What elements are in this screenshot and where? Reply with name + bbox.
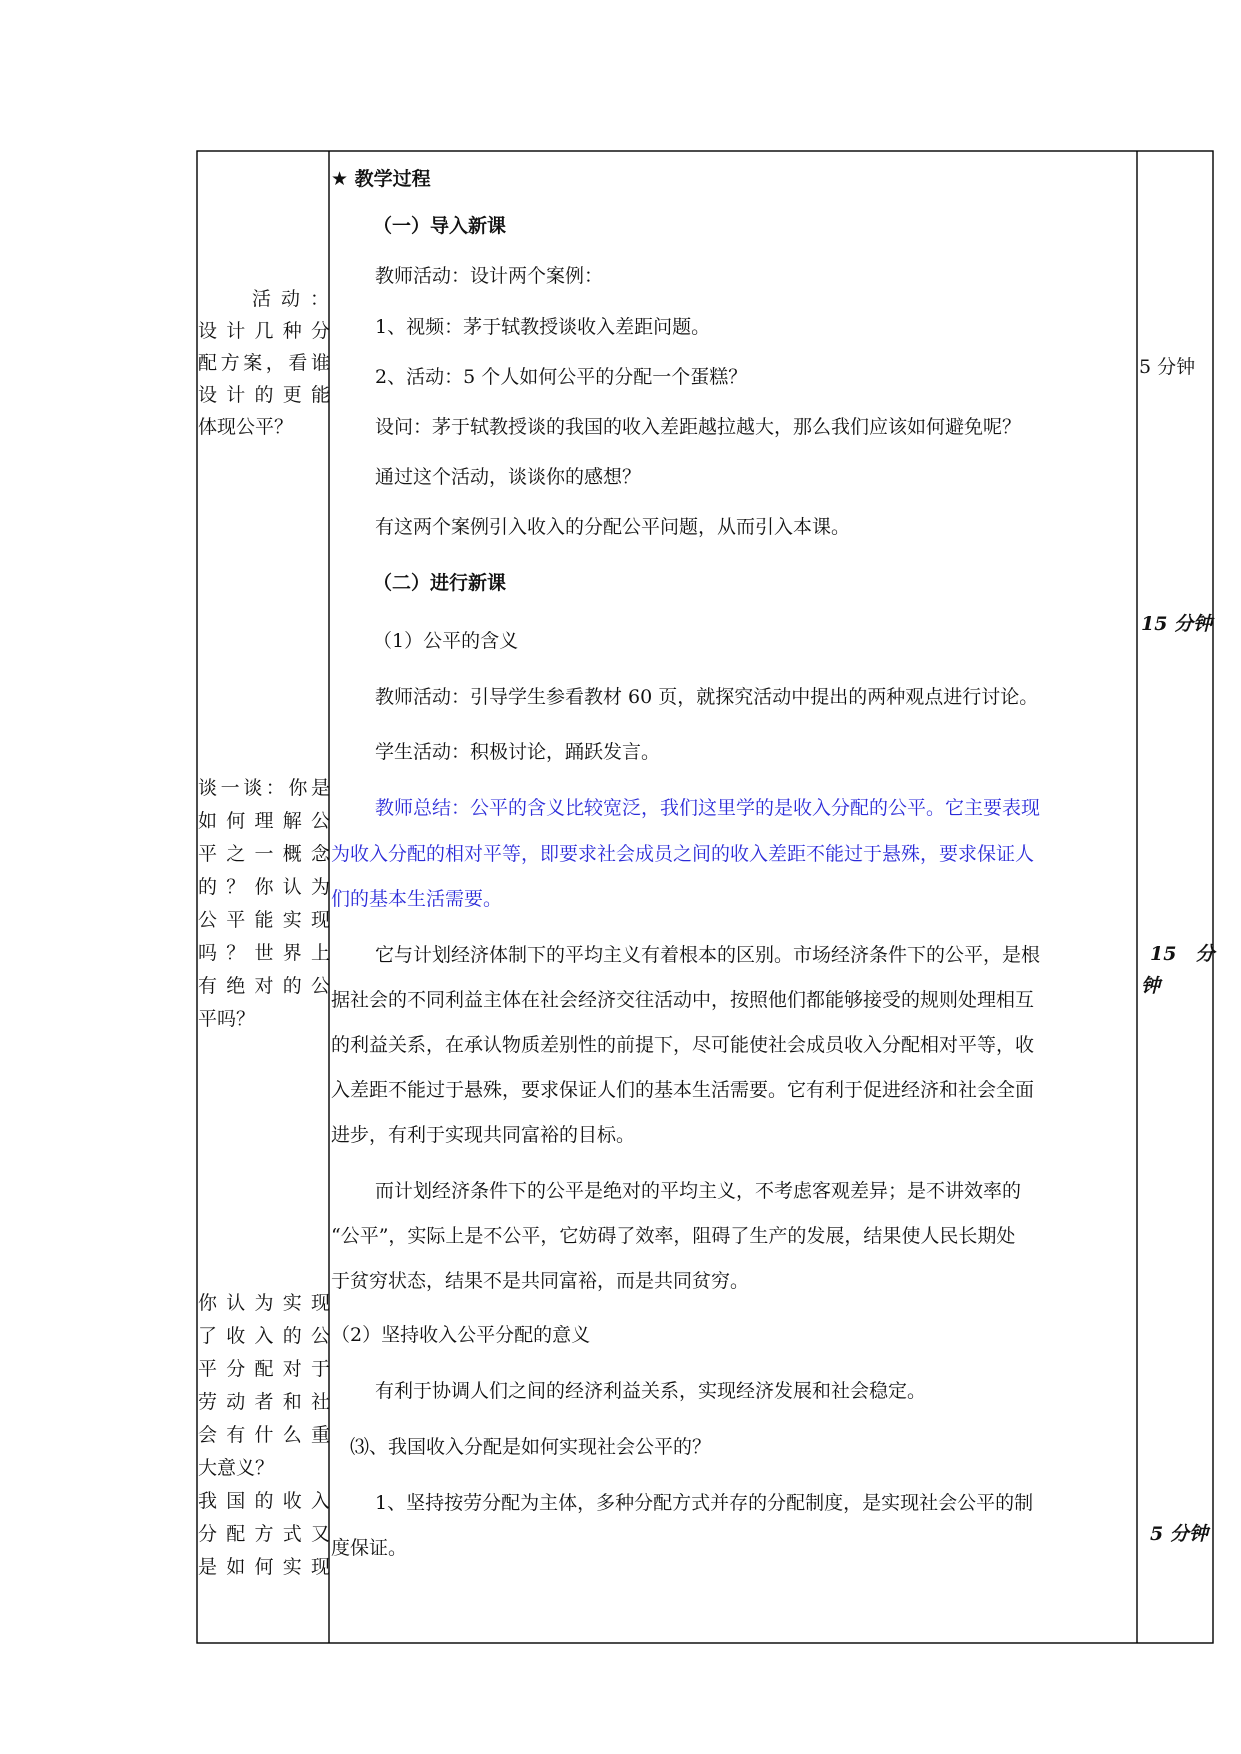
case-item-1: 1、视频：茅于轼教授谈收入差距问题。 xyxy=(375,316,711,338)
left-discuss-line: 有绝对的公 xyxy=(198,975,330,997)
teacher-summary-line: 们的基本生活需要。 xyxy=(331,888,503,910)
left-activity-line: 设计的更能 xyxy=(198,384,330,406)
paragraph-line: 据社会的不同利益主体在社会经济交往活动中，按照他们都能够接受的规则处理相互 xyxy=(331,989,1035,1011)
subsection-how-fairness-achieved: ⑶、我国收入分配是如何实现社会公平的？ xyxy=(350,1436,712,1458)
time-5-minutes-bottom: 5 分钟 xyxy=(1150,1523,1208,1545)
left-question1-line: 劳动者和社 xyxy=(198,1391,330,1413)
left-activity-line: 体现公平？ xyxy=(198,416,294,438)
left-question2-line: 分配方式又 xyxy=(198,1523,330,1545)
time-5-minutes: 5 分钟 xyxy=(1139,356,1196,378)
teacher-summary-line: 为收入分配的相对平等，即要求社会成员之间的收入差距不能过于悬殊，要求保证人 xyxy=(331,843,1035,865)
left-discuss-line: 平吗？ xyxy=(198,1008,256,1030)
subsection-fairness-meaning: （1）公平的含义 xyxy=(373,630,519,652)
left-discuss-line: 谈一谈：你是 xyxy=(198,777,330,799)
time-15-minutes-split: 15 分 xyxy=(1150,943,1215,965)
left-activity-line: 配方案，看谁 xyxy=(198,352,330,374)
left-question1-line: 会有什么重 xyxy=(198,1424,330,1446)
left-question2-line: 是如何实现 xyxy=(198,1556,330,1578)
teacher-activity-intro: 教师活动：设计两个案例： xyxy=(375,265,604,287)
left-activity-line: 活动： xyxy=(252,288,340,310)
paragraph-line: 于贫穷状态，结果不是共同富裕，而是共同贫穷。 xyxy=(331,1270,750,1292)
question-b: 通过这个活动，谈谈你的感想？ xyxy=(375,466,642,488)
left-discuss-line: 的？你认为 xyxy=(198,876,330,898)
intro-summary: 有这两个案例引入收入的分配公平问题，从而引入本课。 xyxy=(375,516,851,538)
subsection-fair-distribution-significance: （2）坚持收入公平分配的意义 xyxy=(331,1324,591,1346)
heading-teaching-process: ★ 教学过程 xyxy=(331,168,431,190)
section-title-new-lesson: （二）进行新课 xyxy=(373,572,507,594)
subsection-2-text: 有利于协调人们之间的经济利益关系，实现经济发展和社会稳定。 xyxy=(375,1380,927,1402)
case-item-2: 2、活动：5 个人如何公平的分配一个蛋糕？ xyxy=(375,366,748,388)
teacher-summary-line: 教师总结：公平的含义比较宽泛，我们这里学的是收入分配的公平。它主要表现 xyxy=(375,797,1041,819)
paragraph-line: “公平”，实际上是不公平，它妨碍了效率，阻碍了生产的发展，结果使人民长期处 xyxy=(331,1225,1016,1247)
time-15-minutes: 15 分钟 xyxy=(1141,613,1213,635)
paragraph-line: 它与计划经济体制下的平均主义有着根本的区别。市场经济条件下的公平，是根 xyxy=(375,944,1041,966)
left-question1-line: 平分配对于 xyxy=(198,1358,330,1380)
left-question2-line: 我国的收入 xyxy=(198,1490,330,1512)
left-question1-line: 大意义？ xyxy=(198,1457,275,1479)
left-discuss-line: 公平能实现 xyxy=(198,909,330,931)
left-discuss-line: 平之一概念 xyxy=(198,843,330,865)
subsection-3-text-line: 1、坚持按劳分配为主体，多种分配方式并存的分配制度，是实现社会公平的制 xyxy=(375,1492,1034,1514)
left-discuss-line: 吗？世界上 xyxy=(198,942,330,964)
left-activity-line: 设计几种分 xyxy=(198,320,330,342)
paragraph-line: 的利益关系，在承认物质差别性的前提下，尽可能使社会成员收入分配相对平等，收 xyxy=(331,1034,1035,1056)
teacher-activity-discussion: 教师活动：引导学生参看教材 60 页，就探究活动中提出的两种观点进行讨论。 xyxy=(375,686,1039,708)
paragraph-line: 入差距不能过于悬殊，要求保证人们的基本生活需要。它有利于促进经济和社会全面 xyxy=(331,1079,1035,1101)
left-discuss-line: 如何理解公 xyxy=(198,810,330,832)
left-question1-line: 你认为实现 xyxy=(198,1292,330,1314)
paragraph-line: 进步，有利于实现共同富裕的目标。 xyxy=(331,1124,636,1146)
time-15-minutes-split-unit: 钟 xyxy=(1141,975,1161,997)
student-activity: 学生活动：积极讨论，踊跃发言。 xyxy=(375,741,661,763)
subsection-3-text-line: 度保证。 xyxy=(331,1537,408,1559)
paragraph-line: 而计划经济条件下的公平是绝对的平均主义，不考虑客观差异；是不讲效率的 xyxy=(375,1180,1022,1202)
left-question1-line: 了收入的公 xyxy=(198,1325,330,1347)
section-title-intro: （一）导入新课 xyxy=(373,215,507,237)
question-a: 设问：茅于轼教授谈的我国的收入差距越拉越大，那么我们应该如何避免呢？ xyxy=(375,416,1022,438)
